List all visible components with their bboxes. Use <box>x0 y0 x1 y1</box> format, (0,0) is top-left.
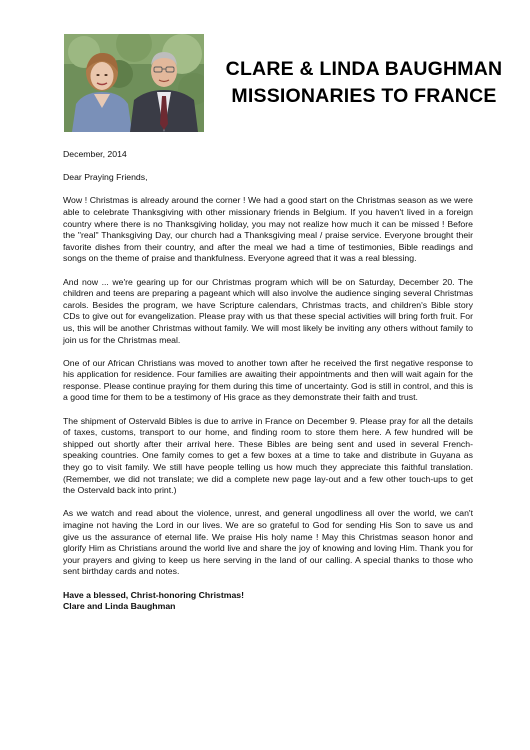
signature: Clare and Linda Baughman <box>63 601 176 612</box>
title-line-names: CLARE & LINDA BAUGHMAN <box>225 58 503 80</box>
paragraph-gratitude: As we watch and read about the violence, unrest, and general ungodliness all over the world, we can't imagine not having the Lord in our lives. We are so grateful to God for sending His Son to save us and give us the assurance of eternal life. We praise His holy name ! May this Christmas season honor and glorify Him as Christians around the world live and share the joy of knowing and loving Him. Thank you for your prayers and giving to keep us here serving in the land of our calling. A special thanks to those who sent birthday cards and notes. <box>63 508 473 577</box>
page-title <box>214 56 514 110</box>
paragraph-christmas-program: And now ... we're gearing up for our Christmas program which will be on Saturday, December 20. The children and teens are preparing a pageant which will also involve the audience singing several Christmas carols. Besides the program, we have Scripture calendars, Christmas tracts, and children's Bible story CDs to give out for evangelization. Please pray with us that these special activities will bring forth fruit. For us, this will be another Christmas without family. We will most likely be inviting any others without family to join us for the Christmas meal. <box>63 276 473 345</box>
paragraph-ostervald-bibles: The shipment of Ostervald Bibles is due to arrive in France on December 9. Please pray for all the details of taxes, customs, transport to our home, and finding room to store them here. A few hundred will be shipped out shortly after their arrival here. These Bibles are being sent and used in several French-speaking countries. One family comes to get a few boxes at a time to take and distribute in Guyana as they go to visit family. We still have people telling us how much they appreciate this faithful translation. (Remember, we did not translate; we did a complete new page lay-out and a few other touch-ups to get the Ostervald back into print.) <box>63 415 473 496</box>
closing-greeting: Have a blessed, Christ-honoring Christmas! <box>63 589 245 600</box>
paragraph-african-christians: One of our African Christians was moved to another town after he received the first negative response to his application for residence. Four families are awaiting their appointments and then will wait again for the response. Please continue praying for them during this time of uncertainty. God is still in control, and this is a good time for them to be a testimony of His grace as they demonstrate their faith and trust. <box>63 357 473 403</box>
letter-salutation: Dear Praying Friends, <box>63 172 148 183</box>
letter-date: December, 2014 <box>63 149 127 159</box>
paragraph-thanksgiving: Wow ! Christmas is already around the corner ! We had a good start on the Christmas season as we were able to celebrate Thanksgiving with other missionary friends in Belgium. If you haven't lived in a foreign country where there is no Thanksgiving holiday, you may not realize how much it can be missed ! Before the "real" Thanksgiving Day, our church had a Thanksgiving meal / praise service. Everyone brought their favorite dishes from their country, and after the meal we had a time of testimonies, Bible readings and songs on the theme of praise and thankfulness. Everyone agreed that it was a real blessing. <box>63 195 473 264</box>
title-line-mission: MISSIONARIES TO FRANCE <box>231 85 497 107</box>
missionaries-photo <box>64 34 204 132</box>
letter-body <box>63 149 473 613</box>
